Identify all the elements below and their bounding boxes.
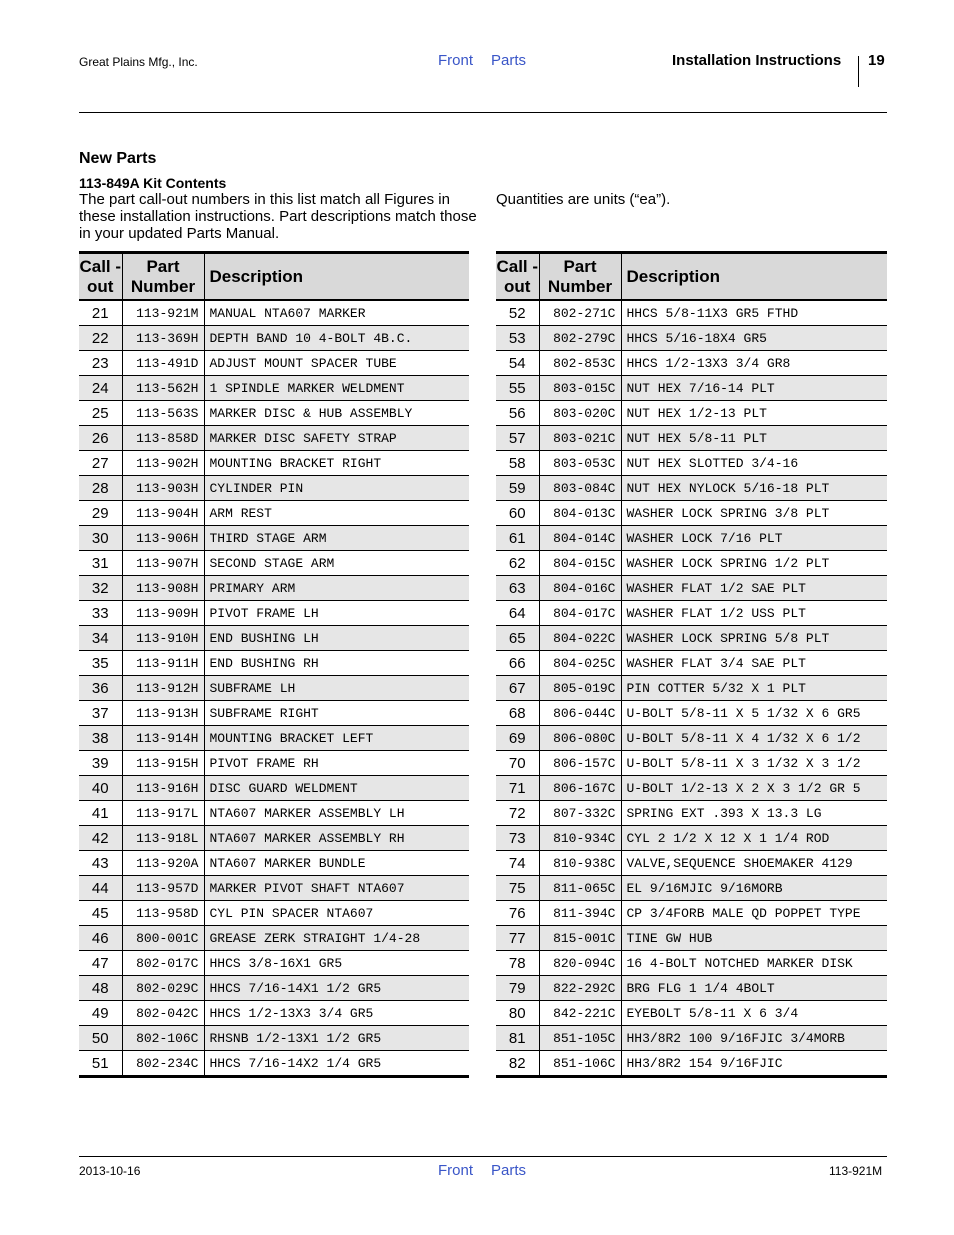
callout-cell: 72 bbox=[496, 801, 539, 826]
callout-cell: 32 bbox=[79, 576, 122, 601]
table-row bbox=[79, 601, 469, 626]
table-row bbox=[496, 676, 887, 701]
table-row bbox=[496, 776, 887, 801]
callout-cell: 43 bbox=[79, 851, 122, 876]
callout-cell: 61 bbox=[496, 526, 539, 551]
table-row bbox=[496, 326, 887, 351]
footer-front-link[interactable]: Front bbox=[438, 1162, 474, 1179]
part-number-cell: 805-019C bbox=[539, 676, 621, 701]
part-number-cell: 113-957D bbox=[122, 876, 204, 901]
description-cell: DEPTH BAND 10 4-BOLT 4B.C. bbox=[204, 326, 469, 351]
callout-cell: 47 bbox=[79, 951, 122, 976]
part-number-cell: 113-916H bbox=[122, 776, 204, 801]
section-title: New Parts bbox=[79, 150, 157, 167]
callout-cell: 79 bbox=[496, 976, 539, 1001]
description-cell: HH3/8R2 100 9/16FJIC 3/4MORB bbox=[621, 1026, 887, 1051]
description-cell: SPRING EXT .393 X 13.3 LG bbox=[621, 801, 887, 826]
part-number-cell: 113-913H bbox=[122, 701, 204, 726]
description-cell: HHCS 7/16-14X1 1/2 GR5 bbox=[204, 976, 469, 1001]
table-row bbox=[79, 726, 469, 751]
part-number-cell: 851-105C bbox=[539, 1026, 621, 1051]
table-row bbox=[79, 626, 469, 651]
subsection-title: 113-849A Kit Contents bbox=[79, 175, 227, 191]
table-row bbox=[496, 901, 887, 926]
table-row bbox=[79, 901, 469, 926]
part-number-cell: 113-910H bbox=[122, 626, 204, 651]
table-row bbox=[496, 376, 887, 401]
description-cell: HHCS 5/16-18X4 GR5 bbox=[621, 326, 887, 351]
footer-date: 2013-10-16 bbox=[79, 1164, 141, 1178]
table-row bbox=[79, 926, 469, 951]
part-number-cell: 804-013C bbox=[539, 501, 621, 526]
callout-cell: 68 bbox=[496, 701, 539, 726]
quantities-note: Quantities are units (“ea”). bbox=[496, 191, 671, 208]
table-row bbox=[496, 801, 887, 826]
callout-cell: 59 bbox=[496, 476, 539, 501]
description-cell: END BUSHING RH bbox=[204, 651, 469, 676]
description-cell: WASHER LOCK SPRING 1/2 PLT bbox=[621, 551, 887, 576]
table-row bbox=[496, 1001, 887, 1026]
table-row bbox=[79, 426, 469, 451]
callout-cell: 57 bbox=[496, 426, 539, 451]
description-cell: WASHER LOCK SPRING 5/8 PLT bbox=[621, 626, 887, 651]
description-cell: HHCS 1/2-13X3 3/4 GR8 bbox=[621, 351, 887, 376]
table-row bbox=[79, 976, 469, 1001]
part-number-cell: 113-369H bbox=[122, 326, 204, 351]
part-number-cell: 802-279C bbox=[539, 326, 621, 351]
table-row bbox=[79, 401, 469, 426]
callout-cell: 51 bbox=[79, 1051, 122, 1077]
callout-cell: 70 bbox=[496, 751, 539, 776]
callout-cell: 42 bbox=[79, 826, 122, 851]
description-cell: TINE GW HUB bbox=[621, 926, 887, 951]
description-cell: EL 9/16MJIC 9/16MORB bbox=[621, 876, 887, 901]
part-number-cell: 822-292C bbox=[539, 976, 621, 1001]
callout-cell: 35 bbox=[79, 651, 122, 676]
description-cell: HHCS 5/8-11X3 GR5 FTHD bbox=[621, 300, 887, 326]
part-number-cell: 802-271C bbox=[539, 300, 621, 326]
callout-cell: 38 bbox=[79, 726, 122, 751]
description-cell: NTA607 MARKER ASSEMBLY RH bbox=[204, 826, 469, 851]
part-number-header: Part Number bbox=[122, 253, 204, 301]
part-number-cell: 113-903H bbox=[122, 476, 204, 501]
header-rule bbox=[79, 112, 887, 113]
table-row bbox=[496, 501, 887, 526]
callout-cell: 45 bbox=[79, 901, 122, 926]
part-number-cell: 113-909H bbox=[122, 601, 204, 626]
description-cell: SECOND STAGE ARM bbox=[204, 551, 469, 576]
table-row bbox=[496, 626, 887, 651]
part-number-cell: 811-065C bbox=[539, 876, 621, 901]
callout-cell: 63 bbox=[496, 576, 539, 601]
callout-cell: 66 bbox=[496, 651, 539, 676]
description-cell: END BUSHING LH bbox=[204, 626, 469, 651]
callout-header: Call -out bbox=[79, 253, 122, 301]
description-cell: WASHER FLAT 1/2 SAE PLT bbox=[621, 576, 887, 601]
description-cell: MANUAL NTA607 MARKER bbox=[204, 300, 469, 326]
description-cell: WASHER LOCK 7/16 PLT bbox=[621, 526, 887, 551]
callout-cell: 37 bbox=[79, 701, 122, 726]
table-row bbox=[79, 851, 469, 876]
part-number-cell: 804-016C bbox=[539, 576, 621, 601]
description-header: Description bbox=[621, 253, 887, 301]
part-number-cell: 113-912H bbox=[122, 676, 204, 701]
callout-cell: 30 bbox=[79, 526, 122, 551]
callout-cell: 34 bbox=[79, 626, 122, 651]
table-row bbox=[79, 951, 469, 976]
parts-table-left bbox=[79, 251, 469, 1078]
table-row bbox=[496, 300, 887, 326]
table-row bbox=[496, 551, 887, 576]
table-row bbox=[496, 826, 887, 851]
table-row bbox=[496, 976, 887, 1001]
part-number-cell: 113-904H bbox=[122, 501, 204, 526]
description-cell: VALVE,SEQUENCE SHOEMAKER 4129 bbox=[621, 851, 887, 876]
document-title: Installation Instructions bbox=[672, 52, 842, 69]
table-row bbox=[79, 801, 469, 826]
description-cell: EYEBOLT 5/8-11 X 6 3/4 bbox=[621, 1001, 887, 1026]
table-row bbox=[79, 751, 469, 776]
part-number-cell: 804-014C bbox=[539, 526, 621, 551]
description-header: Description bbox=[204, 253, 469, 301]
callout-cell: 29 bbox=[79, 501, 122, 526]
callout-cell: 69 bbox=[496, 726, 539, 751]
part-number-cell: 820-094C bbox=[539, 951, 621, 976]
callout-cell: 71 bbox=[496, 776, 539, 801]
part-number-cell: 806-080C bbox=[539, 726, 621, 751]
part-number-cell: 113-958D bbox=[122, 901, 204, 926]
header-divider bbox=[858, 56, 859, 87]
description-cell: 1 SPINDLE MARKER WELDMENT bbox=[204, 376, 469, 401]
description-cell: MARKER DISC & HUB ASSEMBLY bbox=[204, 401, 469, 426]
callout-cell: 41 bbox=[79, 801, 122, 826]
callout-cell: 82 bbox=[496, 1051, 539, 1077]
description-cell: CYLINDER PIN bbox=[204, 476, 469, 501]
callout-cell: 46 bbox=[79, 926, 122, 951]
callout-cell: 58 bbox=[496, 451, 539, 476]
description-cell: NUT HEX 5/8-11 PLT bbox=[621, 426, 887, 451]
callout-cell: 39 bbox=[79, 751, 122, 776]
part-number-header: Part Number bbox=[539, 253, 621, 301]
parts-table-right bbox=[496, 251, 887, 1078]
description-cell: BRG FLG 1 1/4 4BOLT bbox=[621, 976, 887, 1001]
description-cell: NUT HEX 7/16-14 PLT bbox=[621, 376, 887, 401]
description-cell: NUT HEX SLOTTED 3/4-16 bbox=[621, 451, 887, 476]
callout-cell: 22 bbox=[79, 326, 122, 351]
part-number-cell: 113-917L bbox=[122, 801, 204, 826]
table-row bbox=[79, 501, 469, 526]
table-row bbox=[496, 751, 887, 776]
table-row bbox=[79, 1026, 469, 1051]
callout-cell: 73 bbox=[496, 826, 539, 851]
callout-cell: 23 bbox=[79, 351, 122, 376]
part-number-cell: 842-221C bbox=[539, 1001, 621, 1026]
part-number-cell: 113-563S bbox=[122, 401, 204, 426]
part-number-cell: 113-906H bbox=[122, 526, 204, 551]
callout-cell: 55 bbox=[496, 376, 539, 401]
description-cell: DISC GUARD WELDMENT bbox=[204, 776, 469, 801]
callout-cell: 62 bbox=[496, 551, 539, 576]
part-number-cell: 810-938C bbox=[539, 851, 621, 876]
callout-cell: 40 bbox=[79, 776, 122, 801]
description-cell: SUBFRAME LH bbox=[204, 676, 469, 701]
table-row bbox=[79, 351, 469, 376]
table-row bbox=[79, 551, 469, 576]
callout-cell: 50 bbox=[79, 1026, 122, 1051]
footer-part-number: 113-921M bbox=[829, 1164, 883, 1178]
description-cell: HHCS 7/16-14X2 1/4 GR5 bbox=[204, 1051, 469, 1077]
callout-cell: 75 bbox=[496, 876, 539, 901]
callout-cell: 33 bbox=[79, 601, 122, 626]
callout-cell: 78 bbox=[496, 951, 539, 976]
right-table-body bbox=[496, 300, 887, 1077]
callout-cell: 80 bbox=[496, 1001, 539, 1026]
part-number-cell: 851-106C bbox=[539, 1051, 621, 1077]
table-row bbox=[79, 876, 469, 901]
page-number: 19 bbox=[868, 52, 885, 69]
table-row bbox=[79, 326, 469, 351]
part-number-cell: 802-017C bbox=[122, 951, 204, 976]
description-cell: HH3/8R2 154 9/16FJIC bbox=[621, 1051, 887, 1077]
table-row bbox=[79, 701, 469, 726]
table-row bbox=[496, 576, 887, 601]
callout-cell: 67 bbox=[496, 676, 539, 701]
table-row bbox=[79, 576, 469, 601]
part-number-cell: 113-858D bbox=[122, 426, 204, 451]
description-cell: GREASE ZERK STRAIGHT 1/4-28 bbox=[204, 926, 469, 951]
front-link[interactable]: Front bbox=[438, 52, 474, 69]
callout-header: Call -out bbox=[496, 253, 539, 301]
description-cell: PIVOT FRAME RH bbox=[204, 751, 469, 776]
description-cell: U-BOLT 1/2-13 X 2 X 3 1/2 GR 5 bbox=[621, 776, 887, 801]
table-row bbox=[496, 1026, 887, 1051]
callout-cell: 31 bbox=[79, 551, 122, 576]
part-number-cell: 113-911H bbox=[122, 651, 204, 676]
part-number-cell: 806-044C bbox=[539, 701, 621, 726]
part-number-cell: 113-915H bbox=[122, 751, 204, 776]
part-number-cell: 803-084C bbox=[539, 476, 621, 501]
table-row bbox=[496, 351, 887, 376]
part-number-cell: 802-853C bbox=[539, 351, 621, 376]
description-cell: MOUNTING BRACKET RIGHT bbox=[204, 451, 469, 476]
part-number-cell: 113-918L bbox=[122, 826, 204, 851]
part-number-cell: 806-167C bbox=[539, 776, 621, 801]
part-number-cell: 113-914H bbox=[122, 726, 204, 751]
description-cell: U-BOLT 5/8-11 X 5 1/32 X 6 GR5 bbox=[621, 701, 887, 726]
table-row bbox=[79, 1051, 469, 1077]
description-cell: THIRD STAGE ARM bbox=[204, 526, 469, 551]
description-cell: WASHER FLAT 1/2 USS PLT bbox=[621, 601, 887, 626]
part-number-cell: 804-017C bbox=[539, 601, 621, 626]
description-cell: WASHER FLAT 3/4 SAE PLT bbox=[621, 651, 887, 676]
table-row bbox=[496, 651, 887, 676]
description-cell: CYL PIN SPACER NTA607 bbox=[204, 901, 469, 926]
intro-text: The part call-out numbers in this list match all Figures in these installation instructions. Part descriptions match those in your updated Parts Manual. bbox=[79, 191, 477, 242]
description-cell: NUT HEX 1/2-13 PLT bbox=[621, 401, 887, 426]
table-row bbox=[496, 726, 887, 751]
description-cell: HHCS 1/2-13X3 3/4 GR5 bbox=[204, 1001, 469, 1026]
callout-cell: 52 bbox=[508, 304, 526, 322]
table-row bbox=[496, 526, 887, 551]
part-number-cell: 804-015C bbox=[539, 551, 621, 576]
description-cell: 16 4-BOLT NOTCHED MARKER DISK bbox=[621, 951, 887, 976]
table-row bbox=[79, 676, 469, 701]
table-row bbox=[496, 426, 887, 451]
part-number-cell: 113-491D bbox=[122, 351, 204, 376]
callout-cell: 56 bbox=[496, 401, 539, 426]
description-cell: NTA607 MARKER BUNDLE bbox=[204, 851, 469, 876]
part-number-cell: 803-015C bbox=[539, 376, 621, 401]
description-cell: RHSNB 1/2-13X1 1/2 GR5 bbox=[204, 1026, 469, 1051]
callout-cell: 36 bbox=[79, 676, 122, 701]
callout-cell: 76 bbox=[496, 901, 539, 926]
description-cell: PIN COTTER 5/32 X 1 PLT bbox=[621, 676, 887, 701]
callout-cell: 77 bbox=[496, 926, 539, 951]
description-cell: SUBFRAME RIGHT bbox=[204, 701, 469, 726]
part-number-cell: 113-562H bbox=[122, 376, 204, 401]
left-table-body bbox=[79, 300, 469, 1077]
part-number-cell: 804-025C bbox=[539, 651, 621, 676]
part-number-cell: 806-157C bbox=[539, 751, 621, 776]
table-row bbox=[496, 451, 887, 476]
callout-cell: 65 bbox=[496, 626, 539, 651]
callout-cell: 64 bbox=[496, 601, 539, 626]
table-row bbox=[496, 851, 887, 876]
table-row bbox=[79, 300, 469, 326]
description-cell: NTA607 MARKER ASSEMBLY LH bbox=[204, 801, 469, 826]
part-number-cell: 802-042C bbox=[122, 1001, 204, 1026]
part-number-cell: 800-001C bbox=[122, 926, 204, 951]
callout-cell: 21 bbox=[91, 304, 109, 322]
table-row bbox=[79, 476, 469, 501]
description-cell: U-BOLT 5/8-11 X 3 1/32 X 3 1/2 bbox=[621, 751, 887, 776]
description-cell: PRIMARY ARM bbox=[204, 576, 469, 601]
part-number-cell: 811-394C bbox=[539, 901, 621, 926]
part-number-cell: 803-053C bbox=[539, 451, 621, 476]
callout-cell: 24 bbox=[79, 376, 122, 401]
description-cell: MARKER PIVOT SHAFT NTA607 bbox=[204, 876, 469, 901]
description-cell: ARM REST bbox=[204, 501, 469, 526]
callout-cell: 60 bbox=[496, 501, 539, 526]
table-row bbox=[496, 926, 887, 951]
footer-parts-link[interactable]: Parts bbox=[491, 1162, 527, 1179]
callout-cell: 74 bbox=[496, 851, 539, 876]
callout-cell: 26 bbox=[79, 426, 122, 451]
part-number-cell: 113-920A bbox=[122, 851, 204, 876]
table-row bbox=[496, 401, 887, 426]
part-number-cell: 804-022C bbox=[539, 626, 621, 651]
callout-cell: 54 bbox=[496, 351, 539, 376]
callout-cell: 48 bbox=[79, 976, 122, 1001]
description-cell: ADJUST MOUNT SPACER TUBE bbox=[204, 351, 469, 376]
description-cell: NUT HEX NYLOCK 5/16-18 PLT bbox=[621, 476, 887, 501]
callout-cell: 28 bbox=[79, 476, 122, 501]
table-row bbox=[79, 376, 469, 401]
table-row bbox=[496, 1051, 887, 1077]
part-number-cell: 113-921M bbox=[122, 300, 204, 326]
part-number-cell: 802-106C bbox=[122, 1026, 204, 1051]
part-number-cell: 113-908H bbox=[122, 576, 204, 601]
part-number-cell: 807-332C bbox=[539, 801, 621, 826]
part-number-cell: 810-934C bbox=[539, 826, 621, 851]
description-cell: PIVOT FRAME LH bbox=[204, 601, 469, 626]
description-cell: CP 3/4FORB MALE QD POPPET TYPE bbox=[621, 901, 887, 926]
table-row bbox=[496, 701, 887, 726]
table-row bbox=[79, 776, 469, 801]
callout-cell: 53 bbox=[496, 326, 539, 351]
table-row bbox=[496, 876, 887, 901]
table-row bbox=[496, 476, 887, 501]
callout-cell: 25 bbox=[79, 401, 122, 426]
table-row bbox=[79, 451, 469, 476]
table-row bbox=[79, 651, 469, 676]
description-cell: WASHER LOCK SPRING 3/8 PLT bbox=[621, 501, 887, 526]
description-cell: MOUNTING BRACKET LEFT bbox=[204, 726, 469, 751]
table-row bbox=[496, 951, 887, 976]
part-number-cell: 815-001C bbox=[539, 926, 621, 951]
table-row bbox=[79, 1001, 469, 1026]
table-row bbox=[79, 526, 469, 551]
description-cell: U-BOLT 5/8-11 X 4 1/32 X 6 1/2 bbox=[621, 726, 887, 751]
footer-rule bbox=[79, 1156, 887, 1157]
table-row bbox=[79, 826, 469, 851]
part-number-cell: 803-021C bbox=[539, 426, 621, 451]
callout-cell: 27 bbox=[79, 451, 122, 476]
part-number-cell: 802-029C bbox=[122, 976, 204, 1001]
table-row bbox=[496, 601, 887, 626]
callout-cell: 44 bbox=[79, 876, 122, 901]
description-cell: HHCS 3/8-16X1 GR5 bbox=[204, 951, 469, 976]
company-name: Great Plains Mfg., Inc. bbox=[79, 55, 198, 69]
parts-link[interactable]: Parts bbox=[491, 52, 527, 69]
callout-cell: 49 bbox=[79, 1001, 122, 1026]
description-cell: MARKER DISC SAFETY STRAP bbox=[204, 426, 469, 451]
description-cell: CYL 2 1/2 X 12 X 1 1/4 ROD bbox=[621, 826, 887, 851]
part-number-cell: 802-234C bbox=[122, 1051, 204, 1077]
part-number-cell: 803-020C bbox=[539, 401, 621, 426]
part-number-cell: 113-902H bbox=[122, 451, 204, 476]
callout-cell: 81 bbox=[496, 1026, 539, 1051]
part-number-cell: 113-907H bbox=[122, 551, 204, 576]
